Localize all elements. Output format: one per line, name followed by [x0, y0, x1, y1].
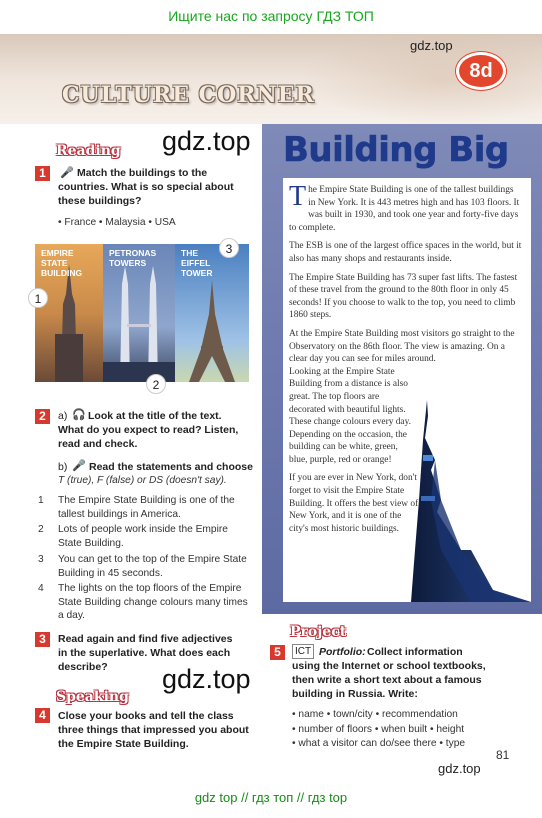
photo-marker: 1 [28, 288, 48, 308]
task2-b-text2: T (true), F (false) or DS (doesn't say). [58, 475, 227, 486]
ict-badge: ICT [292, 644, 314, 659]
buildings-photo-strip [35, 244, 249, 382]
unit-badge: 8d [456, 52, 506, 90]
portfolio-label: Portfolio: [319, 646, 366, 658]
photo-marker: 2 [146, 374, 166, 394]
article-paragraph: At the Empire State Building most visitors go straight to the Observatory on the 86th floor. The view is amazing. On a clear day you can see for miles around. [289, 328, 515, 365]
article-paragraph: The ESB is one of the largest office spaces in the world, but it also has many shops and restaurants inside. [289, 241, 522, 264]
photo-petronas [103, 244, 175, 382]
task2-b-text: Read the statements and choose [89, 461, 253, 473]
watermark: gdz.top [410, 38, 453, 53]
task2-a-text: Look at the title of the text. What do you expect to read? Listen, read and check. [58, 410, 239, 450]
section-title: CULTURE CORNER [62, 82, 315, 108]
article-text-box [283, 178, 531, 602]
article-text: he Empire State Building is one of the tallest buildings in New York. It is 443 metres high and has 103 floors. It was built in 1930, and took one year and forty-five days to complete. [289, 185, 520, 233]
photo-eiffel [175, 244, 249, 382]
empire-state-night-illustration [401, 400, 531, 602]
task5-bullets: • what a visitor can do/see there • type [292, 738, 466, 749]
statement-text: The Empire State Building is one of the tallest buildings in America. [58, 495, 235, 520]
task2-b-label: b) [58, 461, 68, 473]
task-number: 1 [35, 166, 50, 181]
dropcap: T [289, 181, 307, 212]
top-banner: Ищите нас по запросу ГДЗ ТОП [168, 8, 374, 24]
photo-label: THE EIFFEL TOWER [181, 248, 213, 278]
task4-text: Close your books and tell the class three things that impressed you about the Empire State Building. [58, 710, 249, 750]
statement-text: Lots of people work inside the Empire State Building. [58, 524, 228, 549]
task2-a-label: a) [58, 410, 68, 422]
article-title: Building Big [283, 130, 509, 170]
photo-marker: 3 [219, 238, 239, 258]
statement-text: You can get to the top of the Empire State Building in 45 seconds. [58, 554, 247, 579]
headphones-icon: 🎧 [72, 409, 86, 421]
task3-text: Read again and find five adjectives in the superlative. What does each describe? [58, 633, 233, 673]
watermark-big: gdz.top [162, 664, 251, 694]
statement-number: 2 [38, 524, 44, 535]
page-number: 81 [496, 748, 510, 762]
statement-number: 4 [38, 583, 44, 594]
task5-bullets: • name • town/city • recommendation [292, 709, 458, 720]
microphone-icon: 🎤 [72, 460, 86, 472]
photo-label: PETRONAS TOWERS [109, 248, 157, 268]
photo-label: EMPIRE STATE BUILDING [41, 248, 83, 278]
photo-empire-state [35, 244, 103, 382]
article-paragraph: Looking at the Empire State Building from a distance is also great. The top floors are decorated with beautiful lights. These change colours every day. Depending on the occasion, the building can be white, green, blue, purple, red or orange! [289, 366, 411, 465]
task-number: 2 [35, 409, 50, 424]
watermark: gdz.top [438, 761, 481, 776]
task-number: 5 [270, 645, 285, 660]
task5-bullets: • number of floors • when built • height [292, 724, 465, 735]
microphone-icon: 🎤 [60, 167, 74, 179]
watermark-big: gdz.top [162, 126, 251, 156]
statement-text: The lights on the top floors of the Empire State Building change colours many times a day. [58, 583, 248, 622]
statement-number: 3 [38, 554, 44, 565]
task1-text: Match the buildings to the countries. What is so special about these buildings? [58, 167, 234, 207]
task-number: 3 [35, 632, 50, 647]
footer-links: gdz top // гдз топ // гдз top [194, 790, 348, 805]
task1-options: • France • Malaysia • USA [58, 217, 176, 228]
task-number: 4 [35, 708, 50, 723]
article-paragraph: If you are ever in New York, don't forget to visit the Empire State Building. It offers the best view of New York, and it is one of the city's most historic buildings. [289, 473, 419, 534]
task5-text: Collect information using the Internet or school textbooks, then write a short text about a famous building in Russia. Write: [292, 646, 486, 700]
speaking-tag: Speaking [56, 689, 129, 705]
article-paragraph: The Empire State Building has 73 super fast lifts. The fastest of these travel from the ground to the 80th floor in only 45 seconds! If you choose to walk to the top, you need to climb 1860 steps. [289, 272, 518, 321]
statement-number: 1 [38, 495, 44, 506]
reading-tag: Reading [56, 143, 121, 159]
article-paragraph [289, 181, 523, 234]
project-tag: Project [290, 624, 347, 640]
